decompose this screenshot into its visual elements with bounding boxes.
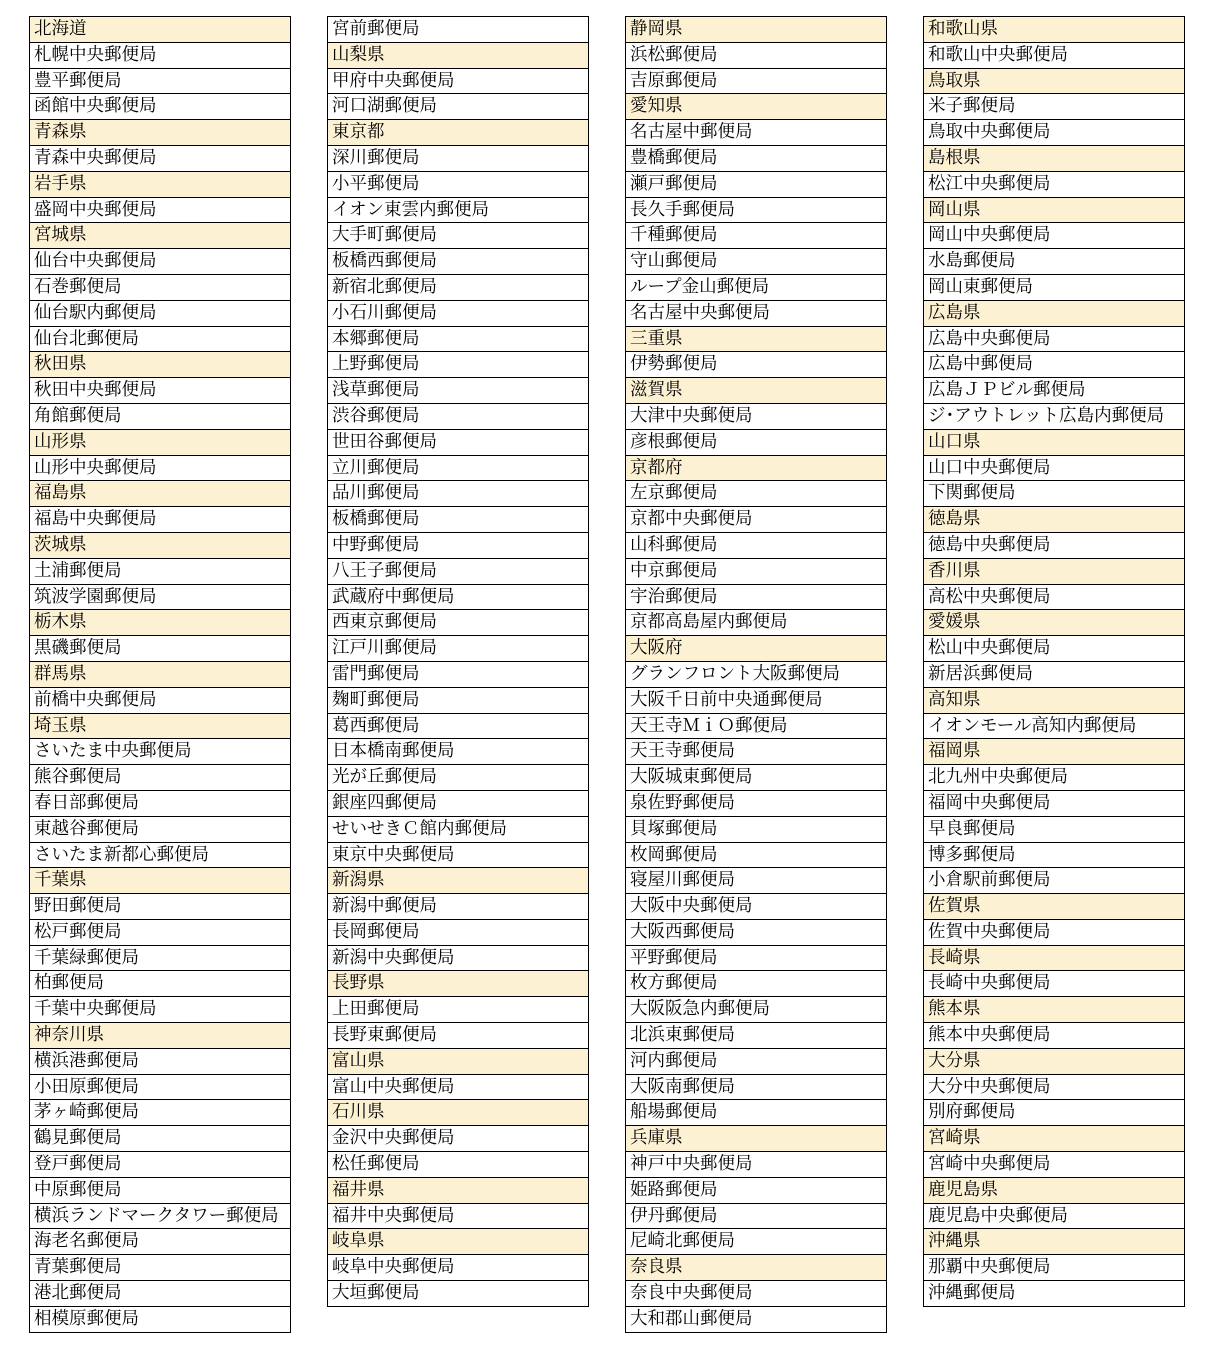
post-office-cell: 雷門郵便局 bbox=[328, 662, 588, 688]
prefecture-header-cell: 京都府 bbox=[626, 456, 886, 482]
prefecture-header-cell: 徳島県 bbox=[924, 507, 1184, 533]
prefecture-header-cell: 佐賀県 bbox=[924, 894, 1184, 920]
post-office-cell: 角館郵便局 bbox=[30, 404, 290, 430]
post-office-cell: 広島中郵便局 bbox=[924, 352, 1184, 378]
prefecture-header-cell: 島根県 bbox=[924, 146, 1184, 172]
prefecture-header-cell: 神奈川県 bbox=[30, 1023, 290, 1049]
post-office-cell: 豊平郵便局 bbox=[30, 69, 290, 95]
post-office-cell: さいたま新都心郵便局 bbox=[30, 843, 290, 869]
post-office-cell: 本郷郵便局 bbox=[328, 327, 588, 353]
prefecture-header-cell: 高知県 bbox=[924, 688, 1184, 714]
post-office-cell: 大津中央郵便局 bbox=[626, 404, 886, 430]
post-office-cell: 大阪千日前中央通郵便局 bbox=[626, 688, 886, 714]
post-office-cell: 伊勢郵便局 bbox=[626, 352, 886, 378]
post-office-cell: 函館中央郵便局 bbox=[30, 94, 290, 120]
post-office-cell: 深川郵便局 bbox=[328, 146, 588, 172]
post-office-cell: 浜松郵便局 bbox=[626, 43, 886, 69]
prefecture-header-cell: 長崎県 bbox=[924, 946, 1184, 972]
prefecture-header-cell: 東京都 bbox=[328, 120, 588, 146]
post-office-cell: 盛岡中央郵便局 bbox=[30, 198, 290, 224]
post-office-cell: 和歌山中央郵便局 bbox=[924, 43, 1184, 69]
prefecture-header-cell: 沖縄県 bbox=[924, 1229, 1184, 1255]
post-office-cell: 平野郵便局 bbox=[626, 946, 886, 972]
prefecture-header-cell: 北海道 bbox=[30, 17, 290, 43]
post-office-cell: 甲府中央郵便局 bbox=[328, 69, 588, 95]
post-office-cell: 豊橋郵便局 bbox=[626, 146, 886, 172]
post-office-cell: 麹町郵便局 bbox=[328, 688, 588, 714]
post-office-cell: グランフロント大阪郵便局 bbox=[626, 662, 886, 688]
post-office-cell: 青葉郵便局 bbox=[30, 1255, 290, 1281]
post-office-cell: 品川郵便局 bbox=[328, 481, 588, 507]
post-office-cell: 天王寺ＭｉＯ郵便局 bbox=[626, 714, 886, 740]
post-office-cell: 上田郵便局 bbox=[328, 997, 588, 1023]
post-office-cell: 千葉中央郵便局 bbox=[30, 997, 290, 1023]
post-office-cell: 札幌中央郵便局 bbox=[30, 43, 290, 69]
prefecture-header-cell: 福岡県 bbox=[924, 739, 1184, 765]
post-office-cell: 土浦郵便局 bbox=[30, 559, 290, 585]
prefecture-header-cell: 愛知県 bbox=[626, 94, 886, 120]
post-office-cell: 春日部郵便局 bbox=[30, 791, 290, 817]
prefecture-header-cell: 宮崎県 bbox=[924, 1126, 1184, 1152]
post-office-cell: 京都高島屋内郵便局 bbox=[626, 610, 886, 636]
prefecture-header-cell: 福井県 bbox=[328, 1178, 588, 1204]
post-office-cell: 武蔵府中郵便局 bbox=[328, 585, 588, 611]
prefecture-header-cell: 宮城県 bbox=[30, 223, 290, 249]
post-office-cell: 水島郵便局 bbox=[924, 249, 1184, 275]
post-office-cell: 小倉駅前郵便局 bbox=[924, 868, 1184, 894]
prefecture-header-cell: 岩手県 bbox=[30, 172, 290, 198]
post-office-cell: 尼崎北郵便局 bbox=[626, 1229, 886, 1255]
post-office-cell: 登戸郵便局 bbox=[30, 1152, 290, 1178]
post-office-cell: 広島中央郵便局 bbox=[924, 327, 1184, 353]
post-office-cell: 江戸川郵便局 bbox=[328, 636, 588, 662]
post-office-cell: 守山郵便局 bbox=[626, 249, 886, 275]
prefecture-header-cell: 茨城県 bbox=[30, 533, 290, 559]
post-office-cell: 葛西郵便局 bbox=[328, 714, 588, 740]
post-office-cell: 新居浜郵便局 bbox=[924, 662, 1184, 688]
prefecture-header-cell: 福島県 bbox=[30, 481, 290, 507]
post-office-cell: 横浜港郵便局 bbox=[30, 1049, 290, 1075]
post-office-cell: 大垣郵便局 bbox=[328, 1281, 588, 1307]
post-office-cell: 上野郵便局 bbox=[328, 352, 588, 378]
post-office-cell: 中京郵便局 bbox=[626, 559, 886, 585]
post-office-cell: 長崎中央郵便局 bbox=[924, 971, 1184, 997]
prefecture-header-cell: 和歌山県 bbox=[924, 17, 1184, 43]
post-office-cell: 新潟中央郵便局 bbox=[328, 946, 588, 972]
post-office-cell: ループ金山郵便局 bbox=[626, 275, 886, 301]
post-office-cell: 熊本中央郵便局 bbox=[924, 1023, 1184, 1049]
post-office-cell: 左京郵便局 bbox=[626, 481, 886, 507]
post-office-cell: 鳥取中央郵便局 bbox=[924, 120, 1184, 146]
prefecture-header-cell: 香川県 bbox=[924, 559, 1184, 585]
post-office-cell: 板橋西郵便局 bbox=[328, 249, 588, 275]
post-office-cell: 徳島中央郵便局 bbox=[924, 533, 1184, 559]
post-office-cell: 那覇中央郵便局 bbox=[924, 1255, 1184, 1281]
post-office-cell: 青森中央郵便局 bbox=[30, 146, 290, 172]
prefecture-header-cell: 熊本県 bbox=[924, 997, 1184, 1023]
prefecture-header-cell: 広島県 bbox=[924, 301, 1184, 327]
post-office-cell: 山形中央郵便局 bbox=[30, 456, 290, 482]
post-office-cell: 松山中央郵便局 bbox=[924, 636, 1184, 662]
prefecture-header-cell: 秋田県 bbox=[30, 352, 290, 378]
prefecture-header-cell: 岡山県 bbox=[924, 198, 1184, 224]
prefecture-header-cell: 千葉県 bbox=[30, 868, 290, 894]
post-office-cell: 船場郵便局 bbox=[626, 1100, 886, 1126]
post-office-cell: 仙台北郵便局 bbox=[30, 327, 290, 353]
prefecture-header-cell: 富山県 bbox=[328, 1049, 588, 1075]
post-office-cell: 渋谷郵便局 bbox=[328, 404, 588, 430]
post-office-cell: 北九州中央郵便局 bbox=[924, 765, 1184, 791]
post-office-cell: 大阪西郵便局 bbox=[626, 920, 886, 946]
post-office-cell: 北浜東郵便局 bbox=[626, 1023, 886, 1049]
post-office-cell: 光が丘郵便局 bbox=[328, 765, 588, 791]
post-office-cell: 名古屋中央郵便局 bbox=[626, 301, 886, 327]
post-office-cell: 港北郵便局 bbox=[30, 1281, 290, 1307]
post-office-cell: 西東京郵便局 bbox=[328, 610, 588, 636]
post-office-cell: 吉原郵便局 bbox=[626, 69, 886, 95]
post-office-cell: 横浜ランドマークタワー郵便局 bbox=[30, 1204, 290, 1230]
post-office-cell: 名古屋中郵便局 bbox=[626, 120, 886, 146]
prefecture-header-cell: 岐阜県 bbox=[328, 1229, 588, 1255]
prefecture-header-cell: 奈良県 bbox=[626, 1255, 886, 1281]
post-office-cell: 米子郵便局 bbox=[924, 94, 1184, 120]
post-office-cell: 八王子郵便局 bbox=[328, 559, 588, 585]
post-office-cell: 広島ＪＰビル郵便局 bbox=[924, 378, 1184, 404]
post-office-cell: 黒磯郵便局 bbox=[30, 636, 290, 662]
post-office-cell: 小石川郵便局 bbox=[328, 301, 588, 327]
post-office-cell: 宮崎中央郵便局 bbox=[924, 1152, 1184, 1178]
post-office-cell: 姫路郵便局 bbox=[626, 1178, 886, 1204]
post-office-cell: イオンモール高知内郵便局 bbox=[924, 714, 1184, 740]
post-office-cell: 山口中央郵便局 bbox=[924, 456, 1184, 482]
post-office-cell: 茅ヶ崎郵便局 bbox=[30, 1100, 290, 1126]
post-office-cell: 新潟中郵便局 bbox=[328, 894, 588, 920]
post-office-cell: 佐賀中央郵便局 bbox=[924, 920, 1184, 946]
post-office-cell: 大和郡山郵便局 bbox=[626, 1307, 886, 1333]
post-office-cell: 早良郵便局 bbox=[924, 817, 1184, 843]
post-office-cell: 貝塚郵便局 bbox=[626, 817, 886, 843]
post-office-cell: 松任郵便局 bbox=[328, 1152, 588, 1178]
post-office-cell: 福岡中央郵便局 bbox=[924, 791, 1184, 817]
prefecture-header-cell: 兵庫県 bbox=[626, 1126, 886, 1152]
post-office-cell: 世田谷郵便局 bbox=[328, 430, 588, 456]
prefecture-header-cell: 新潟県 bbox=[328, 868, 588, 894]
post-office-cell: 東京中央郵便局 bbox=[328, 843, 588, 869]
post-office-cell: 相模原郵便局 bbox=[30, 1307, 290, 1333]
post-office-cell: 長岡郵便局 bbox=[328, 920, 588, 946]
post-office-cell: 東越谷郵便局 bbox=[30, 817, 290, 843]
post-office-cell: 新宿北郵便局 bbox=[328, 275, 588, 301]
prefecture-header-cell: 石川県 bbox=[328, 1100, 588, 1126]
post-office-cell: 奈良中央郵便局 bbox=[626, 1281, 886, 1307]
post-office-cell: 天王寺郵便局 bbox=[626, 739, 886, 765]
post-office-cell: 大阪城東郵便局 bbox=[626, 765, 886, 791]
post-office-cell: ジ･アウトレット広島内郵便局 bbox=[924, 404, 1184, 430]
post-office-cell: 前橋中央郵便局 bbox=[30, 688, 290, 714]
post-office-cell: 宮前郵便局 bbox=[328, 17, 588, 43]
post-office-cell: 海老名郵便局 bbox=[30, 1229, 290, 1255]
prefecture-header-cell: 大阪府 bbox=[626, 636, 886, 662]
post-office-cell: 枚方郵便局 bbox=[626, 971, 886, 997]
post-office-cell: 大手町郵便局 bbox=[328, 223, 588, 249]
post-office-cell: 日本橋南郵便局 bbox=[328, 739, 588, 765]
post-office-cell: 岡山東郵便局 bbox=[924, 275, 1184, 301]
post-office-cell: 石巻郵便局 bbox=[30, 275, 290, 301]
prefecture-header-cell: 山梨県 bbox=[328, 43, 588, 69]
post-office-cell: 河内郵便局 bbox=[626, 1049, 886, 1075]
post-office-cell: 千葉緑郵便局 bbox=[30, 946, 290, 972]
prefecture-header-cell: 長野県 bbox=[328, 971, 588, 997]
post-office-cell: 高松中央郵便局 bbox=[924, 585, 1184, 611]
post-office-cell: 別府郵便局 bbox=[924, 1100, 1184, 1126]
post-office-cell: 筑波学園郵便局 bbox=[30, 585, 290, 611]
post-office-cell: 岐阜中央郵便局 bbox=[328, 1255, 588, 1281]
prefecture-header-cell: 愛媛県 bbox=[924, 610, 1184, 636]
post-office-cell: 下関郵便局 bbox=[924, 481, 1184, 507]
prefecture-header-cell: 静岡県 bbox=[626, 17, 886, 43]
prefecture-header-cell: 滋賀県 bbox=[626, 378, 886, 404]
post-office-cell: せいせきＣ館内郵便局 bbox=[328, 817, 588, 843]
post-office-cell: 松戸郵便局 bbox=[30, 920, 290, 946]
post-office-cell: 富山中央郵便局 bbox=[328, 1075, 588, 1101]
post-office-cell: イオン東雲内郵便局 bbox=[328, 198, 588, 224]
prefecture-header-cell: 山形県 bbox=[30, 430, 290, 456]
post-office-cell: 金沢中央郵便局 bbox=[328, 1126, 588, 1152]
post-office-cell: 鶴見郵便局 bbox=[30, 1126, 290, 1152]
post-office-cell: 寝屋川郵便局 bbox=[626, 868, 886, 894]
post-office-cell: 千種郵便局 bbox=[626, 223, 886, 249]
post-office-cell: 京都中央郵便局 bbox=[626, 507, 886, 533]
post-office-cell: 銀座四郵便局 bbox=[328, 791, 588, 817]
post-office-cell: 仙台中央郵便局 bbox=[30, 249, 290, 275]
post-office-cell: 浅草郵便局 bbox=[328, 378, 588, 404]
prefecture-header-cell: 三重県 bbox=[626, 327, 886, 353]
column-2 bbox=[327, 16, 589, 1307]
post-office-cell: 松江中央郵便局 bbox=[924, 172, 1184, 198]
prefecture-header-cell: 埼玉県 bbox=[30, 714, 290, 740]
post-office-cell: 河口湖郵便局 bbox=[328, 94, 588, 120]
prefecture-header-cell: 栃木県 bbox=[30, 610, 290, 636]
post-office-cell: 岡山中央郵便局 bbox=[924, 223, 1184, 249]
column-3 bbox=[625, 16, 887, 1333]
prefecture-header-cell: 山口県 bbox=[924, 430, 1184, 456]
post-office-cell: 大阪中央郵便局 bbox=[626, 894, 886, 920]
post-office-cell: 大阪阪急内郵便局 bbox=[626, 997, 886, 1023]
post-office-cell: 野田郵便局 bbox=[30, 894, 290, 920]
post-office-cell: 宇治郵便局 bbox=[626, 585, 886, 611]
post-office-cell: 瀬戸郵便局 bbox=[626, 172, 886, 198]
post-office-cell: 博多郵便局 bbox=[924, 843, 1184, 869]
prefecture-header-cell: 鹿児島県 bbox=[924, 1178, 1184, 1204]
post-office-cell: 板橋郵便局 bbox=[328, 507, 588, 533]
post-office-cell: 大分中央郵便局 bbox=[924, 1075, 1184, 1101]
post-office-cell: 大阪南郵便局 bbox=[626, 1075, 886, 1101]
post-office-cell: 山科郵便局 bbox=[626, 533, 886, 559]
post-office-cell: 中原郵便局 bbox=[30, 1178, 290, 1204]
post-office-cell: 立川郵便局 bbox=[328, 456, 588, 482]
prefecture-header-cell: 群馬県 bbox=[30, 662, 290, 688]
post-office-cell: 熊谷郵便局 bbox=[30, 765, 290, 791]
post-office-cell: 福島中央郵便局 bbox=[30, 507, 290, 533]
prefecture-header-cell: 鳥取県 bbox=[924, 69, 1184, 95]
post-office-cell: 中野郵便局 bbox=[328, 533, 588, 559]
post-office-cell: さいたま中央郵便局 bbox=[30, 739, 290, 765]
prefecture-header-cell: 青森県 bbox=[30, 120, 290, 146]
post-office-cell: 柏郵便局 bbox=[30, 971, 290, 997]
post-office-cell: 神戸中央郵便局 bbox=[626, 1152, 886, 1178]
post-office-cell: 沖縄郵便局 bbox=[924, 1281, 1184, 1307]
column-1 bbox=[29, 16, 291, 1333]
post-office-cell: 長久手郵便局 bbox=[626, 198, 886, 224]
column-4 bbox=[923, 16, 1185, 1307]
post-office-cell: 福井中央郵便局 bbox=[328, 1204, 588, 1230]
post-office-cell: 鹿児島中央郵便局 bbox=[924, 1204, 1184, 1230]
post-office-cell: 小平郵便局 bbox=[328, 172, 588, 198]
post-office-cell: 仙台駅内郵便局 bbox=[30, 301, 290, 327]
post-office-cell: 小田原郵便局 bbox=[30, 1075, 290, 1101]
post-office-cell: 枚岡郵便局 bbox=[626, 843, 886, 869]
post-office-cell: 彦根郵便局 bbox=[626, 430, 886, 456]
post-office-cell: 伊丹郵便局 bbox=[626, 1204, 886, 1230]
post-office-cell: 秋田中央郵便局 bbox=[30, 378, 290, 404]
post-office-cell: 長野東郵便局 bbox=[328, 1023, 588, 1049]
post-office-cell: 泉佐野郵便局 bbox=[626, 791, 886, 817]
prefecture-header-cell: 大分県 bbox=[924, 1049, 1184, 1075]
